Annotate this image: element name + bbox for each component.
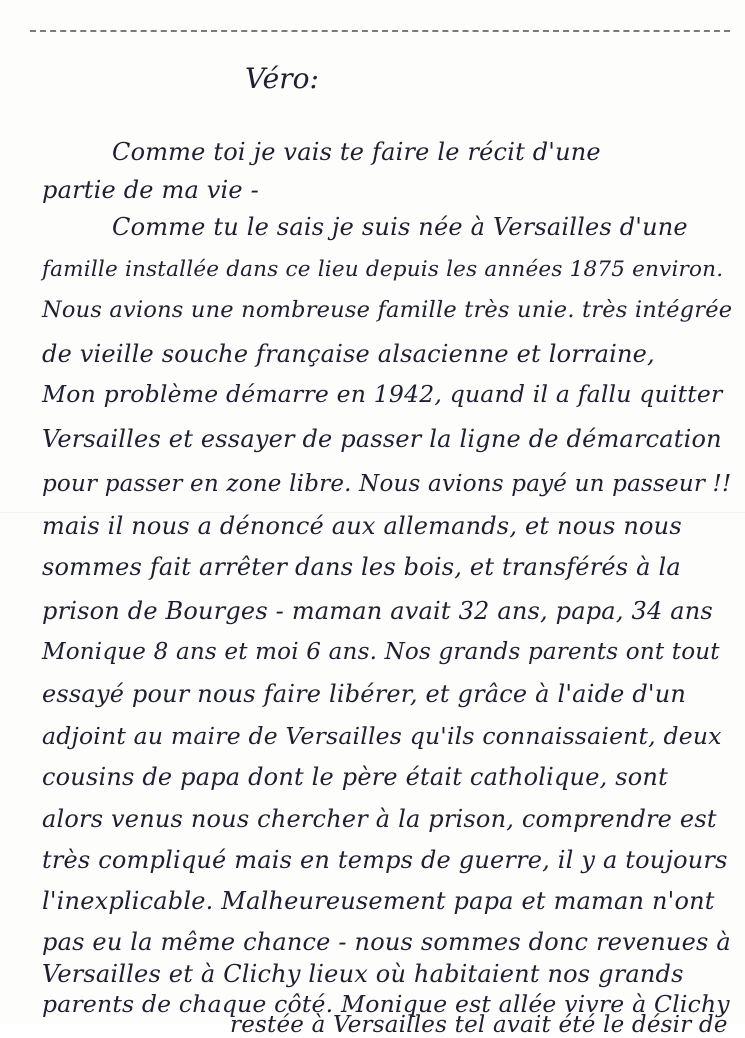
letter-line: famille installée dans ce lieu depuis les années 1875 environ. xyxy=(42,257,724,282)
top-dashed-edge xyxy=(30,30,730,32)
letter-line: Nous avions une nombreuse famille très unie. très intégrée xyxy=(42,297,733,323)
letter-line: Versailles et à Clichy lieux où habitaient nos grands xyxy=(42,960,684,988)
letter-line: Comme toi je vais te faire le récit d'une xyxy=(112,138,601,166)
letter-greeting: Véro: xyxy=(245,62,319,95)
letter-line: Versailles et essayer de passer la ligne de démarcation xyxy=(42,425,722,453)
letter-line: alors venus nous chercher à la prison, comprendre est xyxy=(42,805,717,833)
letter-line: Monique 8 ans et moi 6 ans. Nos grands parents ont tout xyxy=(42,639,720,665)
letter-line: essayé pour nous faire libérer, et grâce à l'aide d'un xyxy=(42,680,687,708)
letter-line: cousins de papa dont le père était catholique, sont xyxy=(42,763,668,791)
letter-line: pas eu la même chance - nous sommes donc revenues à xyxy=(42,928,731,956)
letter-line: l'inexplicable. Malheureusement papa et maman n'ont xyxy=(42,887,715,915)
letter-line: Comme tu le sais je suis née à Versailles d'une xyxy=(112,213,688,241)
letter-line: restée à Versailles tel avait été le désir de xyxy=(230,1012,728,1038)
letter-line: parents de chaque côté. Monique est allée vivre à Clichy xyxy=(42,990,730,1018)
letter-line: très compliqué mais en temps de guerre, il y a toujours xyxy=(42,846,728,874)
letter-line: mais il nous a dénoncé aux allemands, et nous nous xyxy=(42,512,682,540)
letter-line: prison de Bourges - maman avait 32 ans, papa, 34 ans xyxy=(42,597,713,625)
letter-line: pour passer en zone libre. Nous avions payé un passeur !! xyxy=(42,471,732,497)
letter-line: partie de ma vie - xyxy=(42,176,259,204)
letter-line: adjoint au maire de Versailles qu'ils connaissaient, deux xyxy=(42,722,722,750)
letter-line: Mon problème démarre en 1942, quand il a fallu quitter xyxy=(42,380,723,408)
letter-line: de vieille souche française alsacienne et lorraine, xyxy=(42,340,655,368)
letter-line: sommes fait arrêter dans les bois, et transférés à la xyxy=(42,553,681,581)
